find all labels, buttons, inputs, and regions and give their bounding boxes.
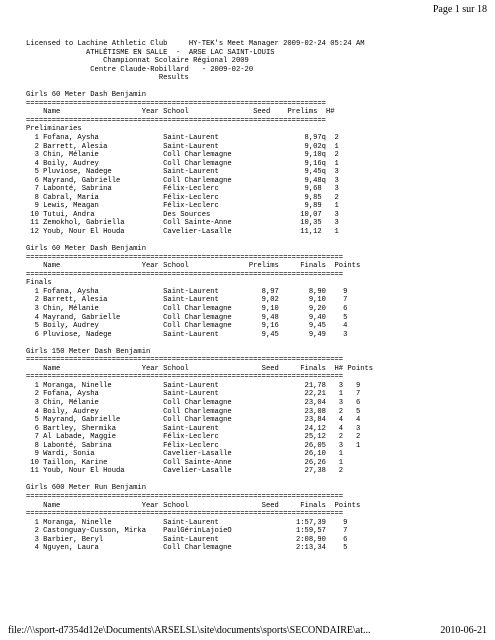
report-line [26,83,486,92]
report-line: 2 Fofana, Aysha Saint-Laurent 22,21 1 7 [26,390,361,399]
report-line: Centre Claude-Robillard - 2009-02-20 [26,65,254,74]
report-line: 6 Pluviose, Nadege Saint-Laurent 9,45 9,49 3 [26,330,348,339]
report-line: 2 Barrett, Alesia Saint-Laurent 9,02q 1 [26,142,339,151]
report-line: 3 Chin, Mélanie Coll Charlemagne 9,10 9,20 6 [26,304,348,313]
report-line: ========================================================================== [26,492,344,501]
report-line: ========================================================================== [26,253,344,262]
report-line: Girls 60 Meter Dash Benjamin [26,91,146,100]
report-line [26,476,486,485]
results-report [26,40,486,553]
report-line: Girls 150 Meter Dash Benjamin [26,347,151,356]
report-line: 8 Cabral, Maria Félix-Leclerc 9,85 2 [26,193,339,202]
report-line [26,237,486,246]
report-line: Name Year School Seed Finals Points [26,501,361,510]
report-line: 7 Al Labade, Maggie Félix-Leclerc 25,12 2 2 [26,433,361,442]
report-line: 6 Bartley, Shermika Saint-Laurent 24,12 4 3 [26,424,361,433]
report-line: 8 Labonté, Sabrina Félix-Leclerc 26,05 3 1 [26,441,361,450]
report-line: 10 Tutui, Andra Des Sources 10,07 3 [26,210,339,219]
report-line: 2 Castonguay-Cusson, Mirka PaulGérinLajoieO 1:59,57 7 [26,527,348,536]
report-line: 3 Chin, Mélanie Coll Charlemagne 23,04 3 6 [26,398,361,407]
report-line: 4 Nguyen, Laura Coll Charlemagne 2:13,34 5 [26,544,348,553]
report-line: Girls 600 Meter Run Benjamin [26,484,146,493]
report-line: 11 Zemokhol, Gabriella Coll Sainte-Anne 10,35 3 [26,219,339,228]
report-line: 1 Moranga, Ninelle Saint-Laurent 21,78 3 9 [26,381,361,390]
report-line: 10 Taillon, Karine Coll Sainte-Anne 26,26 1 [26,458,344,467]
report-line: Name Year School Seed Prelims H# [26,108,335,117]
report-line: 4 Boily, Audrey Coll Charlemagne 23,08 2 5 [26,407,361,416]
report-line: 7 Labonté, Sabrina Félix-Leclerc 9,68 3 [26,185,339,194]
report-line: Name Year School Seed Finals H# Points [26,364,374,373]
report-line: 9 Lewis, Meagan Félix-Leclerc 9,89 1 [26,202,339,211]
report-line: 11 Youb, Nour El Houda Cavelier-Lasalle 27,38 2 [26,467,344,476]
report-line: ========================================================================== [26,270,344,279]
report-line: Name Year School Prelims Finals Points [26,262,361,271]
report-line: 5 Pluviose, Nadege Saint-Laurent 9,45q 3 [26,168,339,177]
report-line: ====================================================================== [26,116,326,125]
report-line: 5 Boily, Audrey Coll Charlemagne 9,16 9,45 4 [26,322,348,331]
report-line: 1 Moranga, Ninelle Saint-Laurent 1:57,39 9 [26,518,348,527]
report-line: 4 Mayrand, Gabrielle Coll Charlemagne 9,48 9,40 5 [26,313,348,322]
report-line: ========================================================================== [26,356,344,365]
report-line: 1 Fofana, Aysha Saint-Laurent 8,97 8,90 9 [26,287,348,296]
report-line: 2 Barrett, Alesia Saint-Laurent 9,02 9,10 7 [26,296,348,305]
report-line: 3 Barbier, Beryl Saint-Laurent 2:08,90 6 [26,535,348,544]
report-line: ====================================================================== [26,99,326,108]
report-line: Championnat Scolaire Régional 2009 [26,57,249,66]
report-line: ATHLÉTISME EN SALLE - ARSE LAC SAINT-LOUIS [26,48,275,57]
report-line: Results [26,74,189,83]
page-number: Page 1 sur 18 [432,4,487,15]
report-line: 12 Youb, Nour El Houda Cavelier-Lasalle 11,12 1 [26,228,339,237]
print-footer [8,625,487,636]
report-line: Licensed to Lachine Athletic Club HY-TEK's Meet Manager 2009-02-24 05:24 AM [26,40,365,48]
report-line: 6 Mayrand, Gabrielle Coll Charlemagne 9,48q 3 [26,176,339,185]
report-line: Preliminaries [26,125,82,134]
report-line: ========================================================================== [26,510,344,519]
report-line: ========================================================================== [26,373,344,382]
report-line: Finals [26,279,52,288]
footer-date: 2010-06-21 [440,625,487,636]
report-line: Girls 60 Meter Dash Benjamin [26,245,146,254]
report-line [26,339,486,348]
report-line: 1 Fofana, Aysha Saint-Laurent 8,97q 2 [26,134,339,143]
footer-path: file://\\sport-d7354d12e\Documents\ARSELSL\site\documents\sports\SECONDAIRE\at... [8,625,371,636]
report-line: 5 Mayrand, Gabrielle Coll Charlemagne 23,84 4 4 [26,416,361,425]
report-line: 4 Boily, Audrey Coll Charlemagne 9,16q 1 [26,159,339,168]
report-line: 3 Chin, Mélanie Coll Charlemagne 9,10q 2 [26,151,339,160]
report-line: 9 Wardi, Sonia Cavelier-Lasalle 26,10 1 [26,450,344,459]
